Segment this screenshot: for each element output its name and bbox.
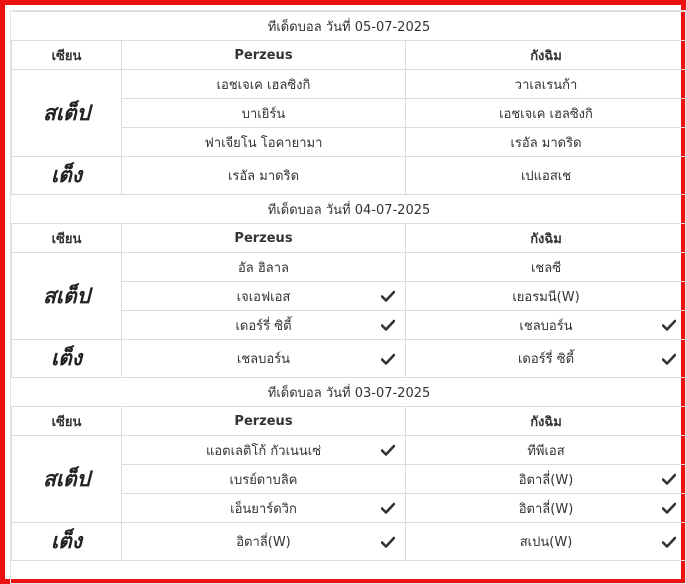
team-name: เชลบอร์น [519,318,573,334]
step-row [12,436,686,465]
single-label: เต็ง [12,523,122,561]
team-name: เอชเจเค เฮลซิงกิ [216,77,311,93]
pick-cell [406,494,686,523]
header-kangchim: กังฉิม [406,407,686,436]
step-row [12,70,686,99]
team-name: อิตาลี่(W) [518,501,574,517]
header-perzeus: Perzeus [122,41,406,70]
team-name: เชลบอร์น [236,352,291,367]
header-row [12,407,686,436]
team-name: อัล ฮิลาล [237,260,290,276]
checkmark-icon [381,536,395,548]
date-row [12,378,686,407]
team-name: เดอร์รี่ ซิตี้ [517,352,575,367]
header-expert: เซียน [12,407,122,436]
team-name: เปแอสเช [520,169,572,184]
header-row [12,224,686,253]
team-name: อิตาลี่(W) [236,535,291,550]
header-expert: เซียน [12,224,122,253]
pick-cell [406,465,686,494]
team-name: วาเลเรนก้า [514,77,578,93]
pick-cell [406,99,686,128]
pick-cell [406,311,686,340]
team-name: เชลซี [530,260,562,276]
date-row [12,12,686,41]
team-name: อิตาลี่(W) [518,472,574,488]
checkmark-icon [381,353,395,365]
pick-cell [406,436,686,465]
pick-cell [122,99,406,128]
header-perzeus: Perzeus [122,224,406,253]
date-title: ทีเด็ดบอล วันที่ 04-07-2025 [12,195,686,224]
tips-table [11,11,686,561]
step-label: สเต็ป [12,253,122,340]
team-name: สเปน(W) [519,535,573,550]
step-label: สเต็ป [12,70,122,157]
date-title: ทีเด็ดบอล วันที่ 03-07-2025 [12,378,686,407]
step-row [12,253,686,282]
pick-cell [122,282,406,311]
pick-cell [406,157,686,195]
pick-cell [122,157,406,195]
header-kangchim: กังฉิม [406,41,686,70]
header-kangchim: กังฉิม [406,224,686,253]
team-name: ทีพีเอส [527,443,565,459]
pick-cell [406,282,686,311]
team-name: บาเยิร์น [241,106,286,122]
team-name: เรอัล มาดริด [510,135,582,151]
team-name: ฟาเจียโน โอคายามา [204,135,323,151]
checkmark-icon [662,473,676,485]
header-perzeus: Perzeus [122,407,406,436]
pick-cell [122,70,406,99]
checkmark-icon [662,319,676,331]
pick-cell [122,523,406,561]
pick-cell [406,523,686,561]
pick-cell [122,128,406,157]
tips-container [10,10,686,584]
pick-cell [406,128,686,157]
date-row [12,195,686,224]
team-name: เดอร์รี่ ซิตี้ [235,318,292,334]
step-label: สเต็ป [12,436,122,523]
date-title: ทีเด็ดบอล วันที่ 05-07-2025 [12,12,686,41]
checkmark-icon [381,290,395,302]
pick-cell [122,436,406,465]
team-name: เบรย์ดาบลิค [229,472,298,488]
pick-cell [122,494,406,523]
team-name: เอชเจเค เฮลซิงกิ [499,106,593,122]
header-expert: เซียน [12,41,122,70]
single-row [12,340,686,378]
team-name: เยอรมนี(W) [512,289,580,305]
pick-cell [122,253,406,282]
checkmark-icon [662,353,676,365]
header-row [12,41,686,70]
single-label: เต็ง [12,157,122,195]
team-name: เจเอฟเอส [236,289,291,305]
pick-cell [122,340,406,378]
checkmark-icon [662,502,676,514]
single-label: เต็ง [12,340,122,378]
team-name: เอ็นยาร์ดวิก [230,501,297,517]
pick-cell [406,340,686,378]
checkmark-icon [381,319,395,331]
pick-cell [406,70,686,99]
pick-cell [122,465,406,494]
pick-cell [406,253,686,282]
single-row [12,157,686,195]
team-name: แอตเลติโก้ กัวเนนเซ่ [205,443,322,459]
checkmark-icon [662,536,676,548]
checkmark-icon [381,444,395,456]
single-row [12,523,686,561]
team-name: เรอัล มาดริด [227,169,300,184]
checkmark-icon [381,502,395,514]
pick-cell [122,311,406,340]
